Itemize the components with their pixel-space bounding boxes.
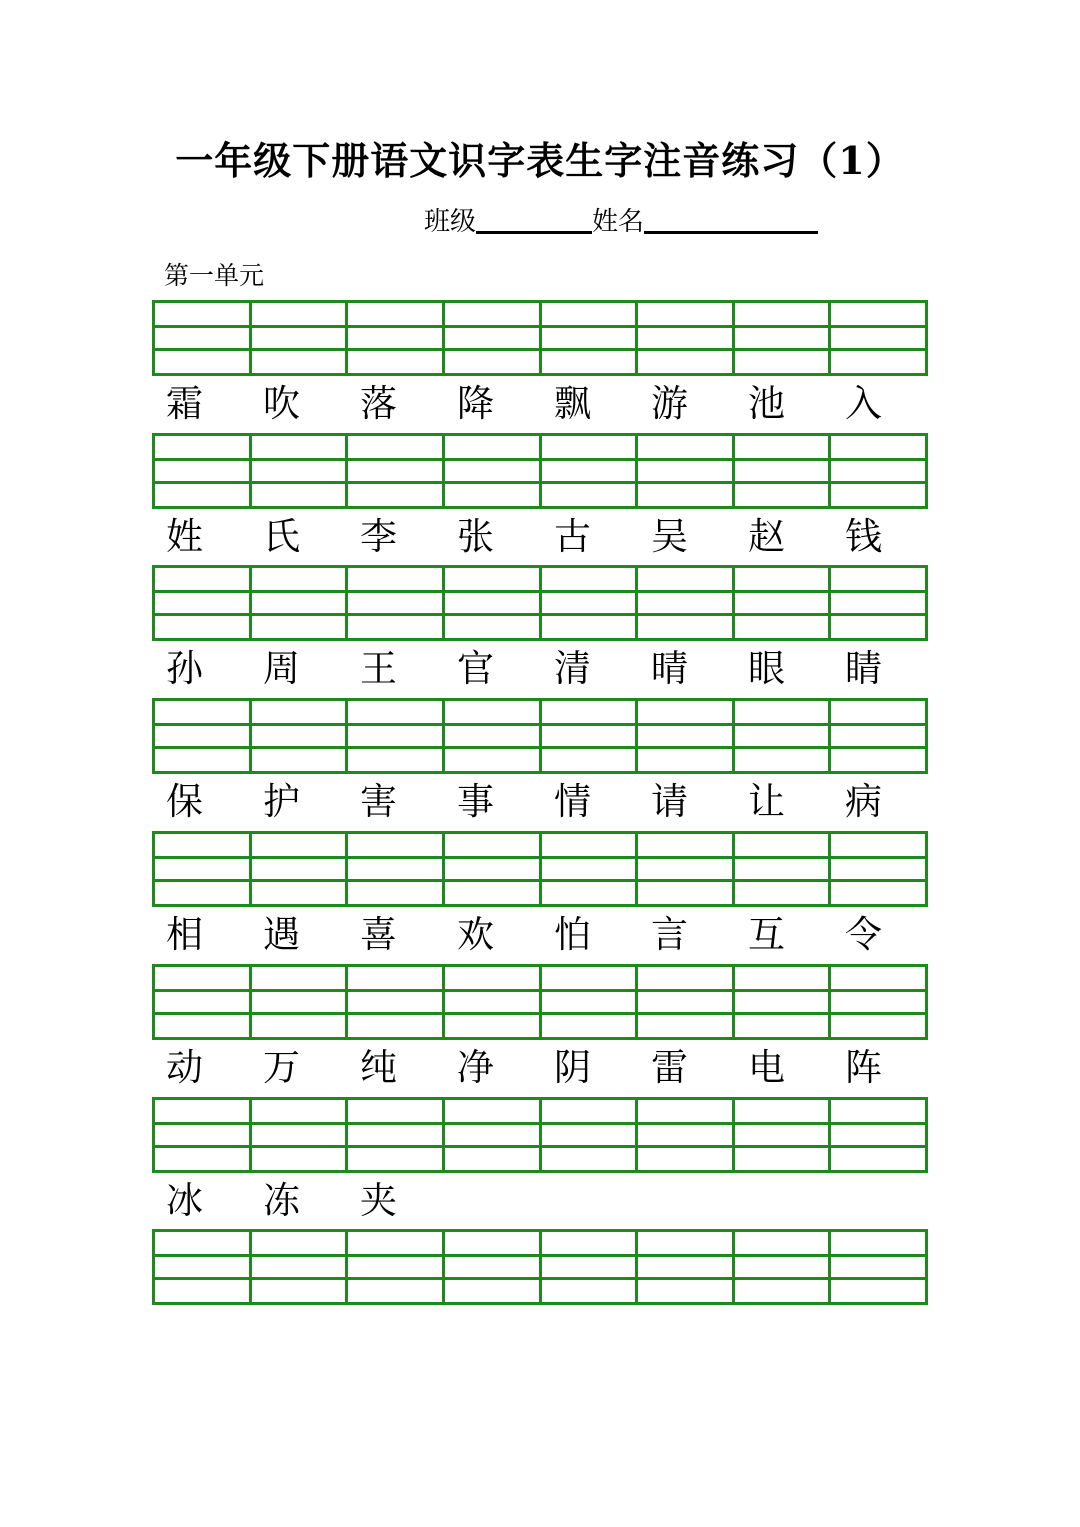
pinyin-writing-cell[interactable] — [345, 698, 445, 774]
hanzi-character: 相 — [166, 913, 203, 956]
pinyin-grid-row — [152, 1097, 928, 1173]
hanzi-character: 令 — [845, 913, 882, 956]
pinyin-writing-cell[interactable] — [732, 433, 832, 509]
pinyin-writing-cell[interactable] — [249, 433, 349, 509]
pinyin-writing-cell[interactable] — [828, 433, 928, 509]
pinyin-writing-cell[interactable] — [442, 1229, 542, 1305]
hanzi-character: 害 — [360, 780, 397, 823]
pinyin-grid-row — [152, 1229, 928, 1305]
hanzi-character: 纯 — [360, 1046, 397, 1089]
hanzi-character: 言 — [651, 913, 688, 956]
pinyin-writing-cell[interactable] — [732, 300, 832, 376]
pinyin-writing-cell[interactable] — [345, 565, 445, 641]
hanzi-character: 净 — [457, 1046, 494, 1089]
pinyin-writing-cell[interactable] — [732, 698, 832, 774]
hanzi-character: 雷 — [651, 1046, 688, 1089]
hanzi-character: 遇 — [263, 913, 300, 956]
pinyin-writing-cell[interactable] — [152, 1097, 252, 1173]
hanzi-character: 冻 — [263, 1179, 300, 1222]
hanzi-character: 官 — [457, 647, 494, 690]
pinyin-writing-cell[interactable] — [539, 1097, 639, 1173]
pinyin-writing-cell[interactable] — [249, 565, 349, 641]
character-row — [152, 641, 928, 697]
hanzi-character: 事 — [457, 780, 494, 823]
hanzi-character: 病 — [845, 780, 882, 823]
hanzi-character — [831, 1173, 928, 1229]
hanzi-character: 古 — [554, 515, 591, 558]
pinyin-writing-cell[interactable] — [345, 300, 445, 376]
pinyin-writing-cell[interactable] — [828, 831, 928, 907]
unit-label: 第一单元 — [164, 261, 265, 290]
pinyin-writing-cell[interactable] — [345, 1097, 445, 1173]
student-info — [424, 198, 818, 238]
pinyin-writing-cell[interactable] — [635, 964, 735, 1040]
hanzi-character: 入 — [845, 382, 882, 425]
pinyin-writing-cell[interactable] — [539, 964, 639, 1040]
hanzi-character: 飘 — [554, 382, 591, 425]
pinyin-writing-cell[interactable] — [732, 565, 832, 641]
pinyin-writing-cell[interactable] — [345, 433, 445, 509]
pinyin-writing-cell[interactable] — [635, 1229, 735, 1305]
pinyin-writing-cell[interactable] — [442, 433, 542, 509]
name-blank[interactable] — [644, 201, 818, 234]
pinyin-writing-cell[interactable] — [539, 433, 639, 509]
pinyin-writing-cell[interactable] — [828, 300, 928, 376]
hanzi-character: 夹 — [360, 1179, 397, 1222]
pinyin-writing-cell[interactable] — [152, 300, 252, 376]
pinyin-grid-row — [152, 964, 928, 1040]
pinyin-grid-row — [152, 565, 928, 641]
hanzi-character: 保 — [166, 780, 203, 823]
pinyin-writing-cell[interactable] — [152, 964, 252, 1040]
pinyin-grid-row — [152, 300, 928, 376]
hanzi-character: 吴 — [651, 515, 688, 558]
pinyin-writing-cell[interactable] — [635, 565, 735, 641]
pinyin-writing-cell[interactable] — [635, 433, 735, 509]
hanzi-character: 电 — [748, 1046, 785, 1089]
pinyin-writing-cell[interactable] — [828, 698, 928, 774]
character-row — [152, 1173, 928, 1229]
hanzi-character: 怕 — [554, 913, 591, 956]
hanzi-character: 霜 — [166, 382, 203, 425]
pinyin-writing-cell[interactable] — [732, 1097, 832, 1173]
pinyin-writing-cell[interactable] — [345, 964, 445, 1040]
pinyin-writing-cell[interactable] — [442, 698, 542, 774]
pinyin-writing-cell[interactable] — [732, 964, 832, 1040]
pinyin-writing-cell[interactable] — [152, 1229, 252, 1305]
pinyin-writing-cell[interactable] — [828, 565, 928, 641]
pinyin-writing-cell[interactable] — [442, 300, 542, 376]
hanzi-character: 冰 — [166, 1179, 203, 1222]
hanzi-character: 清 — [554, 647, 591, 690]
hanzi-character: 落 — [360, 382, 397, 425]
class-label: 班级 — [424, 207, 477, 237]
hanzi-character: 护 — [263, 780, 300, 823]
hanzi-character: 动 — [166, 1046, 203, 1089]
hanzi-character: 请 — [651, 780, 688, 823]
pinyin-writing-cell[interactable] — [249, 1229, 349, 1305]
hanzi-character — [540, 1173, 637, 1229]
hanzi-character: 阵 — [845, 1046, 882, 1089]
hanzi-character: 王 — [360, 647, 397, 690]
hanzi-character: 氏 — [263, 515, 300, 558]
hanzi-character — [443, 1173, 540, 1229]
class-blank[interactable] — [476, 201, 592, 234]
hanzi-character: 钱 — [845, 515, 882, 558]
pinyin-writing-cell[interactable] — [732, 831, 832, 907]
hanzi-character: 降 — [457, 382, 494, 425]
pinyin-writing-cell[interactable] — [635, 1097, 735, 1173]
hanzi-character: 周 — [263, 647, 300, 690]
hanzi-character: 欢 — [457, 913, 494, 956]
pinyin-writing-cell[interactable] — [635, 831, 735, 907]
character-row — [152, 509, 928, 565]
hanzi-character: 情 — [554, 780, 591, 823]
pinyin-writing-cell[interactable] — [345, 1229, 445, 1305]
pinyin-grid-row — [152, 698, 928, 774]
pinyin-writing-cell[interactable] — [249, 831, 349, 907]
hanzi-character: 游 — [651, 382, 688, 425]
hanzi-character: 赵 — [748, 515, 785, 558]
hanzi-character: 眼 — [748, 647, 785, 690]
character-row — [152, 1040, 928, 1096]
pinyin-writing-cell[interactable] — [345, 831, 445, 907]
pinyin-writing-cell[interactable] — [249, 698, 349, 774]
pinyin-writing-cell[interactable] — [442, 565, 542, 641]
pinyin-writing-cell[interactable] — [249, 964, 349, 1040]
pinyin-writing-cell[interactable] — [732, 1229, 832, 1305]
hanzi-character: 张 — [457, 515, 494, 558]
hanzi-character — [637, 1173, 734, 1229]
hanzi-character — [734, 1173, 831, 1229]
pinyin-grid-row — [152, 831, 928, 907]
pinyin-writing-cell[interactable] — [442, 964, 542, 1040]
pinyin-writing-cell[interactable] — [539, 1229, 639, 1305]
pinyin-writing-cell[interactable] — [828, 1229, 928, 1305]
hanzi-character: 孙 — [166, 647, 203, 690]
hanzi-character: 李 — [360, 515, 397, 558]
pinyin-writing-cell[interactable] — [152, 433, 252, 509]
pinyin-grid-row — [152, 433, 928, 509]
pinyin-writing-cell[interactable] — [828, 964, 928, 1040]
character-row — [152, 376, 928, 432]
hanzi-character: 晴 — [651, 647, 688, 690]
character-row — [152, 774, 928, 830]
hanzi-character: 万 — [263, 1046, 300, 1089]
name-label: 姓名 — [592, 207, 645, 237]
pinyin-writing-cell[interactable] — [539, 565, 639, 641]
hanzi-character: 姓 — [166, 515, 203, 558]
page-title: 一年级下册语文识字表生字注音练习（1） — [175, 138, 905, 183]
pinyin-writing-cell[interactable] — [635, 300, 735, 376]
hanzi-character: 互 — [748, 913, 785, 956]
pinyin-writing-cell[interactable] — [152, 698, 252, 774]
hanzi-character: 让 — [748, 780, 785, 823]
pinyin-writing-cell[interactable] — [152, 565, 252, 641]
character-row — [152, 907, 928, 963]
pinyin-writing-cell[interactable] — [249, 300, 349, 376]
hanzi-character: 睛 — [845, 647, 882, 690]
pinyin-writing-cell[interactable] — [635, 698, 735, 774]
pinyin-writing-cell[interactable] — [539, 300, 639, 376]
pinyin-writing-cell[interactable] — [152, 831, 252, 907]
pinyin-writing-cell[interactable] — [828, 1097, 928, 1173]
hanzi-character: 喜 — [360, 913, 397, 956]
hanzi-character: 阴 — [554, 1046, 591, 1089]
pinyin-writing-cell[interactable] — [539, 698, 639, 774]
pinyin-writing-cell[interactable] — [249, 1097, 349, 1173]
pinyin-writing-cell[interactable] — [442, 831, 542, 907]
pinyin-writing-cell[interactable] — [442, 1097, 542, 1173]
pinyin-writing-cell[interactable] — [539, 831, 639, 907]
hanzi-character: 吹 — [263, 382, 300, 425]
hanzi-character: 池 — [748, 382, 785, 425]
